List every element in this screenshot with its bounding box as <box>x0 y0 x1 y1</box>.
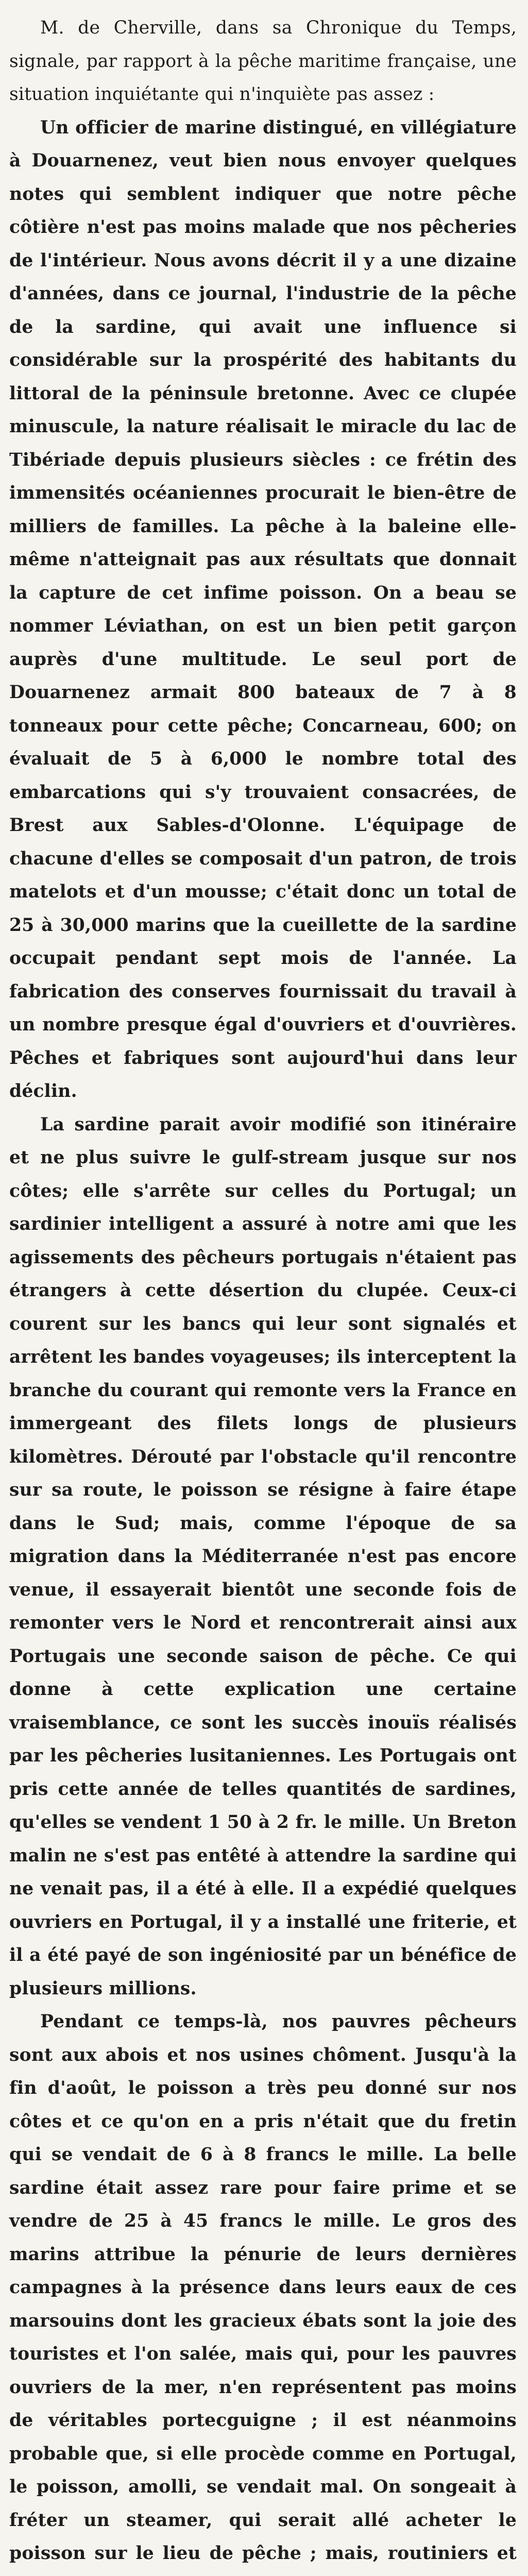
quoted-paragraph-fishermen: Pendant ce temps-là, nos pauvres pêcheurs sont aux abois et nos usines chôment. Jusqu'à la fin d'août, le poisson a très peu donné sur nos côtes et ce qu'on en a pris n'était que du fretin qui se vendait de 6 à 8 francs le mille. La belle sardine était assez rare pour faire prime et se vendre de 25 à 45 francs le mille. Le gros des marins attribue la pénurie de leurs dernières campagnes à la présence dans leurs eaux de ces marsouins dont les gracieux ébats sont la joie des touristes et l'on salée, mais qui, pour les pauvres ouvriers de la mer, n'en représentent pas moins de véritables portecguigne ; il est néanmoins probable que, si elle procède comme en Portugal, le poisson, amolli, se vendait mal. On songeait à fréter un steamer, qui serait allé acheter le poisson sur le lieu de pêche ; mais, routiniers et <box>9 2011 517 2564</box>
quoted-paragraph-sardine-route: La sardine parait avoir modifié son itinéraire et ne plus suivre le gulf-stream jusque sur nos côtes; elle s'arrête sur celles du Portugal; un sardinier intelligent a assuré à notre ami que les agissements des pêcheurs portugais n'étaient pas étrangers à cette désertion du clupée. Ceux-ci courent sur les bancs qui leur sont signalés et arrêtent les bandes voyageuses; ils interceptent la branche du courant qui remonte vers la France en immergeant des filets longs de plusieurs kilomètres. Dérouté par l'obstacle qu'il rencontre sur sa route, le poisson se résigne à faire étape dans le Sud; mais, comme l'époque de sa migration dans la Méditerranée n'est pas encore venue, il essayerait bientôt une seconde fois de remonter vers le Nord et rencontrerait ainsi aux Portugais une seconde saison de pêche. Ce qui donne à cette explication une certaine vraisemblance, ce sont les succès inouïs réalisés par les pêcheries lusitaniennes. Les Portugais ont pris cette année de telles quantités de sardines, qu'elles se vendent 1 50 à 2 fr. le mille. Un Breton malin ne s'est pas entêté à attendre la sardine qui ne venait pas, il a été à elle. Il a expédié quelques ouvriers en Portugal, il y a installé une friterie, et il a été payé de son ingéniosité par un bénéfice de plusieurs millions. <box>9 1114 517 1999</box>
article-column <box>9 11 517 2576</box>
intro-paragraph: M. de Cherville, dans sa Chronique du Temps, signale, par rapport à la pêche maritime française, une situation inquiétante qui n'inquiète pas assez : <box>9 18 517 105</box>
quoted-paragraph-officer: Un officier de marine distingué, en villégiature à Douarnenez, veut bien nous envoyer quelques notes qui semblent indiquer que notre pêche côtière n'est pas moins malade que nos pêcheries de l'intérieur. Nous avons décrit il y a une dizaine d'années, dans ce journal, l'industrie de la pêche de la sardine, qui avait une influence si considérable sur la prospérité des habitants du littoral de la péninsule bretonne. Avec ce clupée minuscule, la nature réalisait le miracle du lac de Tibériade depuis plusieurs siècles : ce frétin des immensités océaniennes procurait le bien-être de milliers de familles. La pêche à la baleine elle-même n'atteignait pas aux résultats que donnait la capture de cet infime poisson. On a beau se nommer Léviathan, on est un bien petit garçon auprès d'une multitude. Le seul port de Douarnenez armait 800 bateaux de 7 à 8 tonneaux pour cette pêche; Concarneau, 600; on évaluait de 5 à 6,000 le nombre total des embarcations qui s'y trouvaient consacrées, de Brest aux Sables-d'Olonne. L'équipage de chacune d'elles se composait d'un patron, de trois matelots et d'un mousse; c'était donc un total de 25 à 30,000 marins que la cueillette de la sardine occupait pendant sept mois de l'année. La fabrication des conserves fournissait du travail à un nombre presque égal d'ouvriers et d'ouvrières. Pêches et fabriques sont aujourd'hui dans leur déclin. <box>9 117 517 1101</box>
